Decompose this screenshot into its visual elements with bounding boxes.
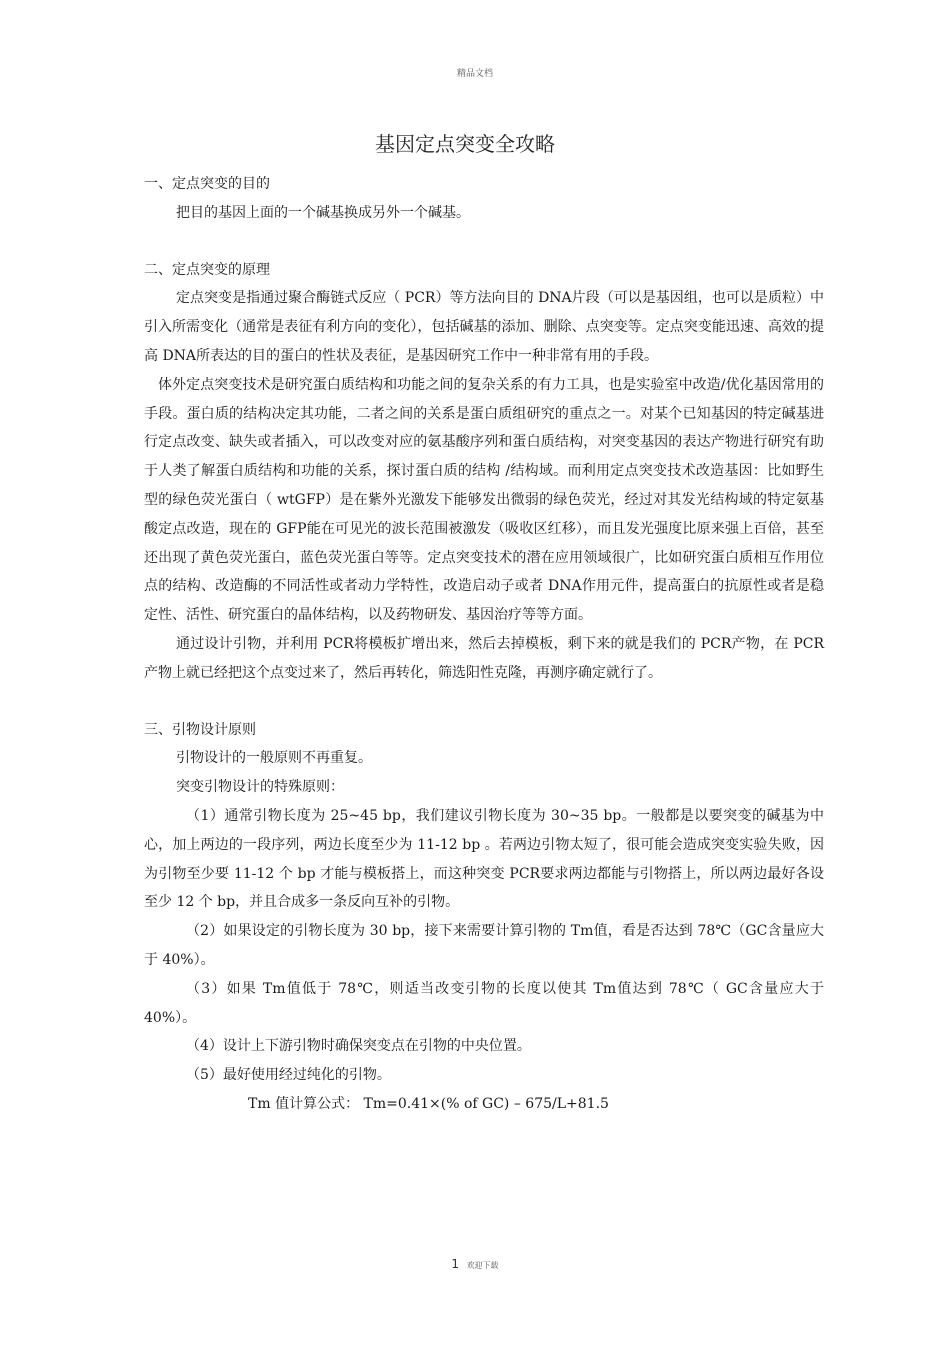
document-body [144,170,824,1119]
primer-rule-3: （3）如果 Tm值低于 78℃，则适当改变引物的长度以使其 Tm值达到 78℃（ GC含量应大于 40%）。 [144,980,824,1026]
page-footer [0,1257,950,1271]
section-spacer [144,688,824,716]
primer-rule-1: （1）通常引物长度为 25~45 bp，我们建议引物长度为 30~35 bp。一般都是以要突变的碱基为中心，加上两边的一段序列，两边长度至少为 11-12 bp 。若两边引物太短了，很可能会造成突变实验失败，因为引物至少要 11-12 个 bp 才能与模板搭上，而这种突变 PCR要求两边都能与引物搭上，所以两边最好各设至少 12 个 bp，并且合成多一条反向互补的引物。 [144,807,824,911]
primer-rule-2: （2）如果设定的引物长度为 30 bp，接下来需要计算引物的 Tm值，看是否达到 78℃（GC含量应大于 40%）。 [144,923,824,968]
section-3-heading: 三、引物设计原则 [144,721,256,738]
tm-formula: Tm 值计算公式： Tm=0.41×(% of GC) – 675/L+81.5 [248,1095,609,1112]
section-2-paragraph-1: 定点突变是指通过聚合酶链式反应（ PCR）等方法向目的 DNA片段（可以是基因组，也可以是质粒）中引入所需变化（通常是表征有利方向的变化），包括碱基的添加、删除、点突变等。定点突变能迅速、高效的提高 DNA所表达的目的蛋白的性状及表征，是基因研究工作中一种非常有用的手段。 [144,290,824,364]
section-2-paragraph-3: 通过设计引物，并利用 PCR将模板扩增出来，然后去掉模板，剩下来的就是我们的 PCR产物，在 PCR产物上就已经把这个点变过来了，然后再转化，筛选阳性克隆，再测序确定就行了。 [144,635,824,681]
section-3-paragraph-2: 突变引物设计的特殊原则： [176,779,344,796]
section-2-paragraph-2: 体外定点突变技术是研究蛋白质结构和功能之间的复杂关系的有力工具，也是实验室中改造/优化基因常用的手段。蛋白质的结构决定其功能，二者之间的关系是蛋白质组研究的重点之一。对某个已知基因的特定碱基进行定点改变、缺失或者插入，可以改变对应的氨基酸序列和蛋白质结构，对突变基因的表达产物进行研究有助于人类了解蛋白质结构和功能的关系，探讨蛋白质的结构 /结构域。而利用定点突变技术改造基因：比如野生型的绿色荧光蛋白（ wtGFP）是在紫外光激发下能够发出微弱的绿色荧光，经过对其发光结构域的特定氨基酸定点改造，现在的 GFP能在可见光的波长范围被激发（吸收区红移），而且发光强度比原来强上百倍，甚至还出现了黄色荧光蛋白，蓝色荧光蛋白等等。定点突变技术的潜在应用领域很广，比如研究蛋白质相互作用位点的结构、改造酶的不同活性或者动力学特性，改造启动子或者 DNA作用元件，提高蛋白的抗原性或者是稳定性、活性、研究蛋白的晶体结构，以及药物研发、基因治疗等等方面。 [144,376,824,624]
header-note: 精品文档 [456,69,493,79]
section-1-paragraph: 把目的基因上面的一个碱基换成另外一个碱基。 [176,204,470,221]
section-2-heading: 二、定点突变的原理 [144,261,270,278]
primer-rule-5: （5）最好使用经过纯化的引物。 [186,1067,391,1084]
primer-rule-4: （4）设计上下游引物时确保突变点在引物的中央位置。 [186,1038,531,1055]
footer-note: 欢迎下载 [466,1261,499,1270]
document-title: 基因定点突变全攻略 [375,132,555,156]
section-1-heading: 一、定点突变的目的 [144,176,270,192]
section-spacer [144,228,824,256]
page-number: 1 [451,1257,460,1271]
section-3-paragraph-1: 引物设计的一般原则不再重复。 [176,750,372,767]
